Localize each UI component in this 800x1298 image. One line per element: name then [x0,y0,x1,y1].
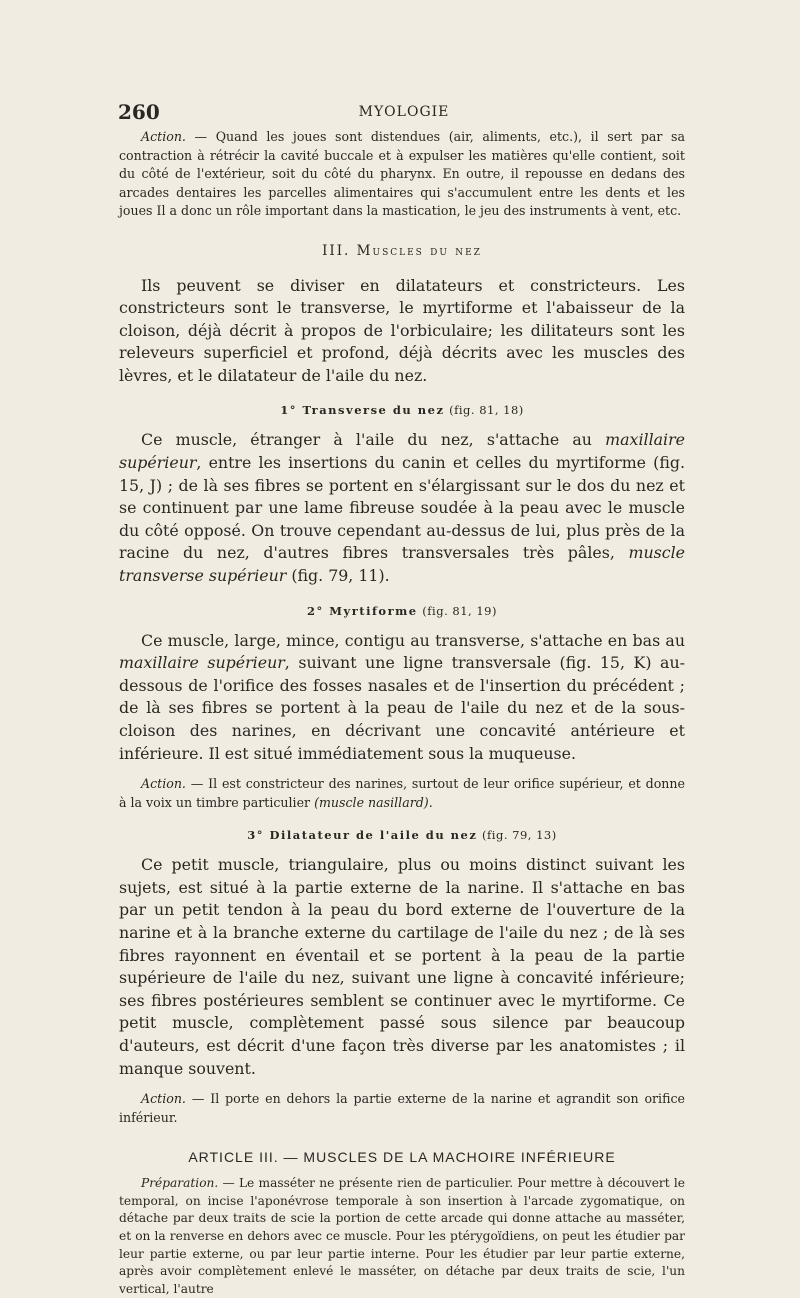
action-text: — Quand les joues sont distendues (air, aliments, etc.), il sert par sa contraction à rétrécir la cavité buccale et à expulser les matières qu'elle contient, soit du côté de l'extérieur, soit du côté du pharynx. En outre, il repousse en dedans des arcades dentaires les parcelles alimentaires qui s'accumulent entre les dents et les joues Il a donc un rôle important dans la mastication, le jeu des instruments à vent, etc. [119,129,685,218]
action-label: Action. [141,1091,186,1107]
text-run: Ce muscle, large, mince, contigu au transverse, s'attache en bas au [141,630,685,650]
text-run: (fig. 79, 11). [286,566,390,586]
emphasis: (muscle nasillard). [314,794,433,810]
nose-muscles-intro: Ils peuvent se diviser en dilatateurs et constricteurs. Les constricteurs sont le transverse, le myrtiforme et l'abaisseur de la cloison, déjà décrit à propos de l'orbiculaire; les dilitateurs sont les releveurs superficiel et profond, déjà décrits avec les muscles des lèvres, et le dilatateur de l'aile du nez. [119,275,685,385]
emphasis: muscle transverse supérieur [119,543,685,586]
action-label: Action. [141,129,186,144]
action-paragraph [119,128,685,221]
section-heading-nose [119,243,685,259]
text-run: , suivant une ligne transversale (fig. 15, K) au-dessous de l'orifice des fosses nasales et de l'insertion du précédent ; de là ses fibres se portent à la peau de l'aile du nez et de la sous-cloison des narines, en décrivant une concavité antérieure et inférieure. Il est situé immédiatement sous la muqueuse. [119,653,685,763]
page-header [118,100,690,124]
myrtiforme-title: 2° Myrtiforme [307,603,418,618]
action-text: — Il est constricteur des narines, surtout de leur orifice supérieur, et donne à la voix un timbre particulier [119,776,685,810]
transverse-heading [119,403,685,417]
dilatateur-figref: (fig. 79, 13) [482,828,557,843]
emphasis: maxillaire supérieur [119,430,685,473]
dilatateur-action [119,1090,685,1127]
myrtiforme-action [119,775,685,812]
dilatateur-heading [119,828,685,842]
transverse-title: 1° Transverse du nez [280,403,445,418]
dilatateur-title: 3° Dilatateur de l'aile du nez [247,828,478,843]
preparation-label: Préparation. [141,1176,219,1191]
preparation-paragraph [119,1175,685,1298]
myrtiforme-figref: (fig. 81, 19) [422,603,497,618]
running-head: MYOLOGIE [358,104,450,120]
text-run: Ce muscle, étranger à l'aile du nez, s'attache au [141,430,606,450]
action-label: Action. [141,776,186,792]
emphasis: maxillaire supérieur [119,653,285,673]
action-text: — Il porte en dehors la partie externe de la narine et agrandit son orifice inférieur. [119,1091,685,1125]
article-heading: ARTICLE III. — MUSCLES DE LA MACHOIRE INFÉRIEURE [188,1149,616,1166]
page-number: 260 [118,100,160,124]
transverse-paragraph [119,429,685,587]
dilatateur-paragraph: Ce petit muscle, triangulaire, plus ou moins distinct suivant les sujets, est situé à la partie externe de la narine. Il s'attache en bas par un petit tendon à la peau du bord externe de l'ouverture de la narine et à la branche externe du cartilage de l'aile du nez ; de là ses fibres rayonnent en éventail et se portent à la peau de la partie supérieure de l'aile du nez, suivant une ligne à concavité inférieure; ses fibres postérieures semblent se continuer avec le myrtiforme. Ce petit muscle, complètement passé sous silence par beaucoup d'auteurs, est décrit d'une façon très diverse par les anatomistes ; il manque souvent. [119,855,685,1078]
section-number: III. [322,242,351,259]
preparation-text: — Le masséter ne présente rien de particulier. Pour mettre à découvert le temporal, on incise l'aponévrose temporale à son insertion à l'arcade zygomatique, on détache par deux traits de scie la portion de cette arcade qui donne attache au masséter, et on la renverse en dehors avec ce muscle. Pour les ptérygoïdiens, on peut les étudier par leur partie externe, ou par leur partie interne. Pour les étudier par leur partie externe, après avoir complètement enlevé le masséter, on détache par deux traits de scie, l'un vertical, l'autre [119,1176,685,1296]
section-title: Muscles du nez [356,242,482,259]
transverse-figref: (fig. 81, 18) [449,403,524,418]
myrtiforme-heading [119,604,685,618]
text-run: , entre les insertions du canin et celles du myrtiforme (fig. 15, J) ; de là ses fibres se portent en s'élargissant sur le dos du nez et se continuent par une lame fibreuse soudée à la peau avec le muscle du côté opposé. On trouve cependant au-dessus de lui, plus près de la racine du nez, d'autres fibres transversales très pâles, [119,453,685,563]
myrtiforme-paragraph [119,630,685,766]
page-content [119,128,685,1298]
